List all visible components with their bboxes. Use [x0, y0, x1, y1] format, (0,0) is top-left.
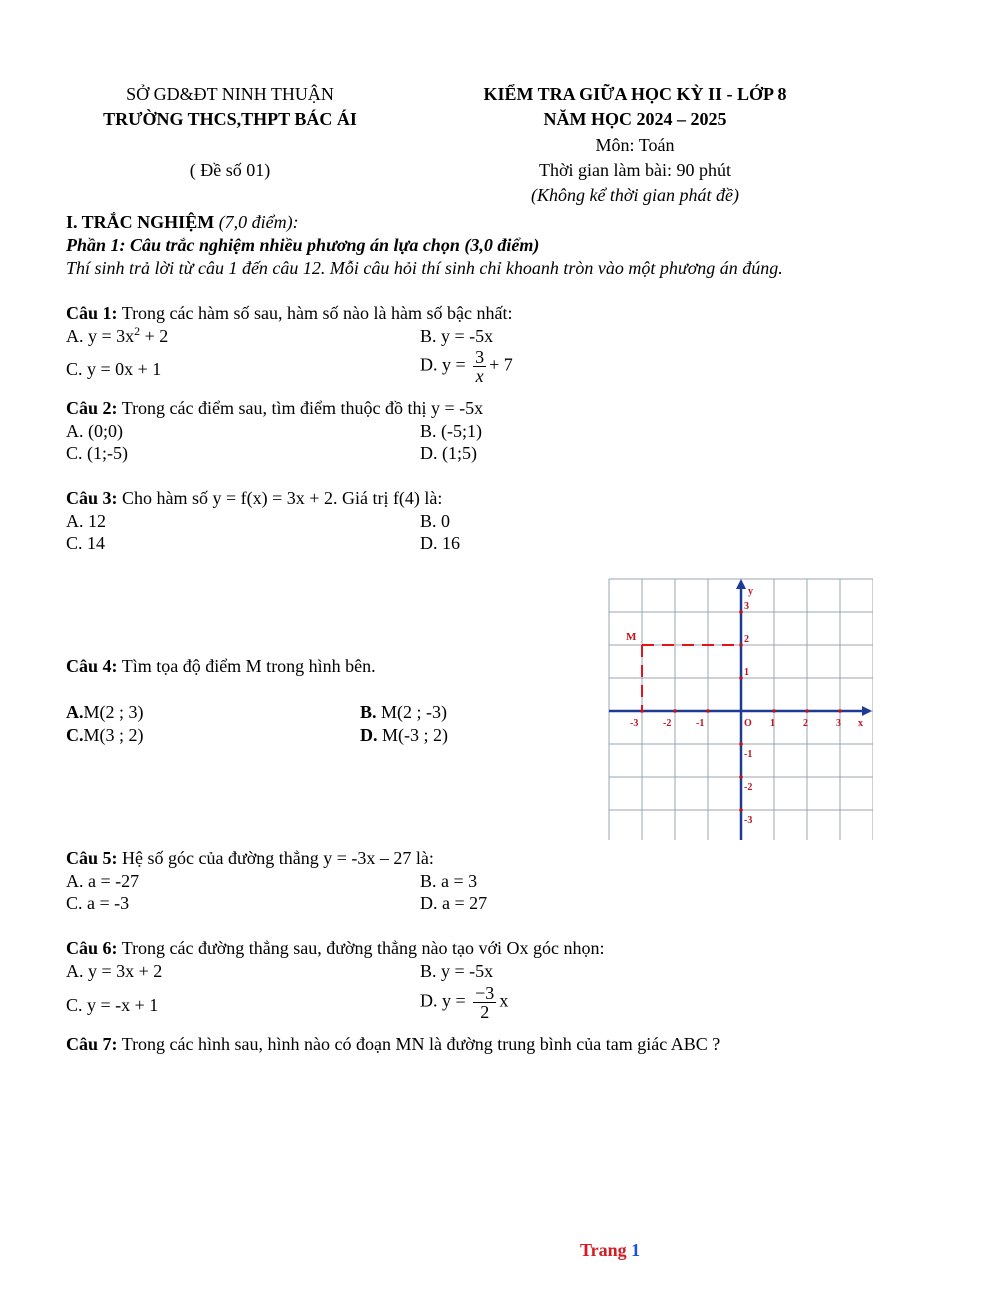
- exam-title: KIỂM TRA GIỮA HỌC KỲ II - LỚP 8: [483, 84, 787, 104]
- q5-option-a[interactable]: A. a = -27: [66, 871, 140, 891]
- y-tick-mark: [739, 808, 743, 812]
- graph-axes: [609, 579, 872, 840]
- part1-title: Phần 1: Câu trắc nghiệm nhiều phương án lựa chọn (3,0 điểm): [66, 235, 540, 255]
- q6-option-d[interactable]: D. y = $\frac{-3}{2}$ x: [420, 983, 509, 1022]
- duration-note: (Không kể thời gian phát đề): [530, 185, 740, 205]
- q4-option-d[interactable]: D. M(-3 ; 2): [360, 725, 448, 745]
- question-text: Trong các đường thẳng sau, đường thẳng nào tạo với Ox góc nhọn:: [121, 938, 605, 958]
- q4-option-b[interactable]: B. M(2 ; -3): [360, 702, 448, 722]
- y-tick-label: 3: [744, 601, 749, 612]
- x-axis-arrow: [862, 706, 872, 716]
- page-number: 1: [631, 1240, 641, 1260]
- q1-option-c[interactable]: C. y = 0x + 1: [66, 359, 162, 379]
- q3-option-a[interactable]: A. 12: [66, 511, 106, 531]
- question-label: Câu 6:: [66, 938, 118, 958]
- fraction: $\frac{-3}{2}$: [475, 983, 495, 1022]
- y-tick-label: -3: [744, 815, 753, 826]
- question-label: Câu 5:: [66, 848, 118, 868]
- y-tick-label: -1: [744, 749, 753, 760]
- q2-option-b[interactable]: B. (-5;1): [420, 421, 482, 441]
- page-footer: [580, 1239, 640, 1261]
- q5-option-c[interactable]: C. a = -3: [66, 893, 130, 913]
- department-name: SỞ GD&ĐT NINH THUẬN: [126, 84, 334, 104]
- q1-option-b[interactable]: B. y = -5x: [420, 326, 494, 346]
- y-tick-mark: [739, 742, 743, 746]
- question-label: Câu 3:: [66, 488, 118, 508]
- question-5: [66, 847, 434, 869]
- x-tick-label: 3: [836, 718, 841, 729]
- question-7: [66, 1033, 720, 1055]
- question-1: [66, 302, 512, 324]
- y-tick-mark: [739, 676, 743, 680]
- q1-option-a[interactable]: A. $y = 3x^2 + 2$: [66, 324, 169, 346]
- school-year: NĂM HỌC 2024 – 2025: [543, 109, 727, 129]
- question-text: Trong các hàm số sau, hàm số nào là hàm số bậc nhất:: [121, 303, 513, 323]
- question-label: Câu 4:: [66, 656, 118, 676]
- school-name: TRƯỜNG THCS,THPT BÁC ÁI: [103, 109, 357, 129]
- q3-option-b[interactable]: B. 0: [420, 511, 451, 531]
- q3-option-d[interactable]: D. 16: [420, 533, 460, 553]
- q6-option-b[interactable]: B. y = -5x: [420, 961, 494, 981]
- fraction: $\frac{3}{x}$: [475, 347, 485, 386]
- section-title: I. TRẮC NGHIỆM: [66, 212, 215, 232]
- instruction: Thí sinh trả lời từ câu 1 đến câu 12. Mỗi câu hỏi thí sinh chỉ khoanh tròn vào một phương án đúng.: [66, 258, 783, 278]
- y-tick-label: 1: [744, 667, 749, 678]
- y-tick-mark: [739, 610, 743, 614]
- question-text: Cho hàm số y = f(x) = 3x + 2. Giá trị f(4) là:: [122, 488, 443, 508]
- question-text: Hệ số góc của đường thẳng y = -3x – 27 là:: [122, 848, 434, 868]
- x-tick-mark: [706, 709, 710, 713]
- x-axis-label: x: [858, 718, 863, 729]
- q3-option-c[interactable]: C. 14: [66, 533, 106, 553]
- y-tick-label: -2: [744, 782, 753, 793]
- y-tick-label: 2: [744, 634, 749, 645]
- q1-option-d[interactable]: D. y = $\frac{3}{x}$ + 7: [420, 347, 513, 386]
- x-tick-label: -3: [630, 718, 639, 729]
- q2-option-d[interactable]: D. (1;5): [420, 443, 477, 463]
- question-text: Trong các hình sau, hình nào có đoạn MN là đường trung bình của tam giác ABC ?: [121, 1034, 721, 1054]
- question-text: Tìm tọa độ điểm M trong hình bên.: [121, 656, 376, 676]
- question-label: Câu 7:: [66, 1034, 118, 1054]
- subject: Môn: Toán: [595, 135, 675, 155]
- coordinate-graph: [608, 578, 873, 840]
- question-text: Trong các điểm sau, tìm điểm thuộc đồ thị y = -5x: [121, 398, 484, 418]
- graph-ticks: [630, 601, 842, 826]
- q6-option-a[interactable]: A. y = 3x + 2: [66, 961, 163, 981]
- question-3: [66, 487, 442, 509]
- x-tick-label: 2: [803, 718, 808, 729]
- question-label: Câu 1:: [66, 303, 118, 323]
- x-tick-label: -1: [696, 718, 705, 729]
- duration: Thời gian làm bài: 90 phút: [539, 160, 731, 180]
- q6-option-c[interactable]: C. y = -x + 1: [66, 995, 159, 1015]
- q4-option-c[interactable]: C.M(3 ; 2): [66, 725, 144, 745]
- section-heading: [66, 211, 299, 233]
- x-tick-mark: [805, 709, 809, 713]
- x-tick-mark: [838, 709, 842, 713]
- origin-label: O: [744, 718, 752, 729]
- question-4: [66, 655, 376, 677]
- q2-option-c[interactable]: C. (1;-5): [66, 443, 128, 463]
- x-tick-label: 1: [770, 718, 775, 729]
- question-2: [66, 397, 483, 419]
- y-axis-arrow: [736, 579, 746, 589]
- x-tick-mark: [772, 709, 776, 713]
- x-tick-mark: [673, 709, 677, 713]
- q5-option-b[interactable]: B. a = 3: [420, 871, 478, 891]
- q2-option-a[interactable]: A. (0;0): [66, 421, 123, 441]
- y-axis-label: y: [748, 586, 753, 597]
- exam-code: ( Đề số 01): [189, 160, 271, 180]
- question-label: Câu 2:: [66, 398, 118, 418]
- y-tick-mark: [739, 775, 743, 779]
- page-label: Trang: [580, 1240, 627, 1260]
- x-tick-label: -2: [663, 718, 672, 729]
- q5-option-d[interactable]: D. a = 27: [420, 893, 488, 913]
- q4-option-a[interactable]: A.M(2 ; 3): [66, 702, 144, 722]
- question-6: [66, 937, 605, 959]
- graph-point: [626, 631, 741, 711]
- point-m-label: M: [626, 631, 637, 643]
- section-points: (7,0 điểm):: [218, 212, 299, 232]
